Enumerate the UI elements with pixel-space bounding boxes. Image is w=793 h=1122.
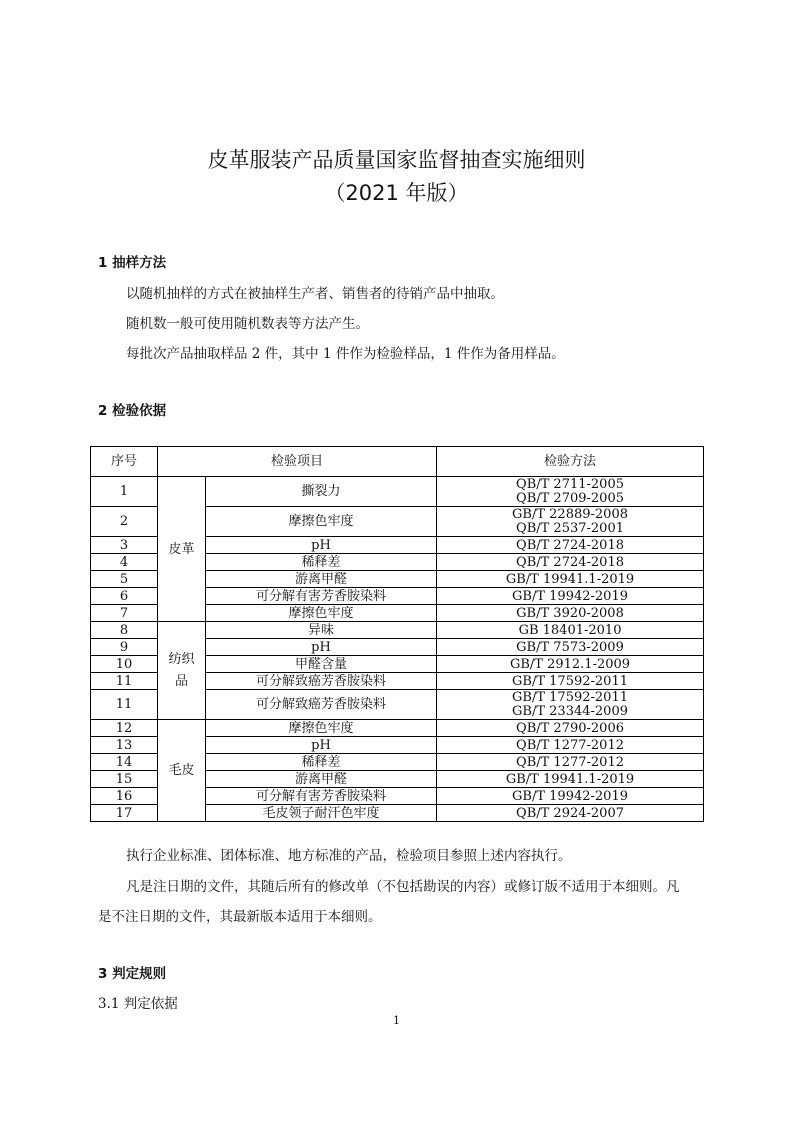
group-textile-label: 纺织品 (168, 651, 195, 689)
section-1-heading: 1 抽样方法 (98, 255, 167, 271)
header-item: 检验项目 (158, 447, 437, 477)
section-1-paragraph: 随机数一般可使用随机数表等方法产生。 (126, 316, 369, 332)
row-no: 3 (91, 537, 158, 554)
section-1-paragraph: 以随机抽样的方式在被抽样生产者、销售者的待销产品中抽取。 (126, 286, 504, 302)
row-method: QB/T 2724-2018 (437, 537, 704, 554)
row-item: 可分解致癌芳香胺染料 (206, 673, 437, 690)
row-method: GB/T 19942-2019 (437, 788, 704, 805)
method-line: QB/T 2537-2001 (516, 520, 624, 536)
row-no: 16 (91, 788, 158, 805)
row-item: 撕裂力 (206, 477, 437, 507)
row-no: 4 (91, 554, 158, 571)
document-edition: （2021 年版） (324, 181, 469, 205)
row-item: 异味 (206, 622, 437, 639)
row-method: GB/T 2912.1-2009 (437, 656, 704, 673)
note-paragraph: 执行企业标准、团体标准、地方标准的产品，检验项目参照上述内容执行。 (126, 848, 572, 864)
row-method (437, 690, 704, 720)
method-line: GB/T 22889-2008 (512, 506, 628, 522)
row-no: 11 (91, 673, 158, 690)
row-no: 15 (91, 771, 158, 788)
row-no: 5 (91, 571, 158, 588)
row-no: 12 (91, 720, 158, 737)
row-method: GB/T 19941.1-2019 (437, 771, 704, 788)
row-no: 1 (91, 477, 158, 507)
row-method: QB/T 1277-2012 (437, 737, 704, 754)
row-method: QB/T 2924-2007 (437, 805, 704, 822)
header-method: 检验方法 (437, 447, 704, 477)
row-no: 7 (91, 605, 158, 622)
method-line: QB/T 2709-2005 (516, 490, 624, 506)
row-item: 游离甲醛 (206, 771, 437, 788)
row-method: GB/T 19941.1-2019 (437, 571, 704, 588)
row-no: 6 (91, 588, 158, 605)
row-item: pH (206, 737, 437, 754)
header-no: 序号 (91, 447, 158, 477)
row-no: 11 (91, 690, 158, 720)
note-paragraph-continued: 是不注日期的文件，其最新版本适用于本细则。 (98, 909, 382, 925)
document-title: 皮革服装产品质量国家监督抽查实施细则 (207, 148, 586, 172)
row-no: 8 (91, 622, 158, 639)
row-item: 可分解有害芳香胺染料 (206, 588, 437, 605)
row-no: 9 (91, 639, 158, 656)
row-item: 稀释差 (206, 754, 437, 771)
row-item: 毛皮领子耐汗色牢度 (206, 805, 437, 822)
row-method: GB/T 19942-2019 (437, 588, 704, 605)
row-item: 游离甲醛 (206, 571, 437, 588)
row-item: pH (206, 537, 437, 554)
row-method: GB/T 17592-2011 (437, 673, 704, 690)
row-no: 10 (91, 656, 158, 673)
section-3-heading: 3 判定规则 (98, 966, 167, 982)
row-item: 摩擦色牢度 (206, 507, 437, 537)
table-row (91, 622, 704, 639)
table-row (91, 720, 704, 737)
row-method: GB/T 3920-2008 (437, 605, 704, 622)
group-fur: 毛皮 (158, 720, 206, 822)
note-paragraph: 凡是注日期的文件，其随后所有的修改单（不包括勘误的内容）或修订版不适用于本细则。凡 (126, 879, 680, 895)
section-1-paragraph: 每批次产品抽取样品 2 件，其中 1 件作为检验样品，1 件作为备用样品。 (126, 346, 565, 362)
row-no: 17 (91, 805, 158, 822)
method-line: GB/T 17592-2011 (512, 689, 628, 705)
row-method: QB/T 2724-2018 (437, 554, 704, 571)
table-header-row (91, 447, 704, 477)
group-leather: 皮革 (158, 477, 206, 622)
group-textile (158, 622, 206, 720)
row-no: 2 (91, 507, 158, 537)
row-item: 甲醛含量 (206, 656, 437, 673)
row-method: GB 18401-2010 (437, 622, 704, 639)
row-no: 13 (91, 737, 158, 754)
row-method: GB/T 7573-2009 (437, 639, 704, 656)
table-row (91, 477, 704, 507)
inspection-table (90, 446, 704, 822)
row-item: 稀释差 (206, 554, 437, 571)
section-3-1-heading: 3.1 判定依据 (98, 996, 178, 1012)
row-method: QB/T 1277-2012 (437, 754, 704, 771)
method-line: QB/T 2711-2005 (516, 476, 624, 492)
row-method: QB/T 2790-2006 (437, 720, 704, 737)
row-item: pH (206, 639, 437, 656)
row-method (437, 507, 704, 537)
row-item: 可分解有害芳香胺染料 (206, 788, 437, 805)
page-number: 1 (393, 1014, 400, 1027)
row-item: 摩擦色牢度 (206, 720, 437, 737)
row-no: 14 (91, 754, 158, 771)
section-2-heading: 2 检验依据 (98, 403, 167, 419)
method-line: GB/T 23344-2009 (512, 703, 628, 719)
row-item: 摩擦色牢度 (206, 605, 437, 622)
row-method (437, 477, 704, 507)
row-item: 可分解致癌芳香胺染料 (206, 690, 437, 720)
